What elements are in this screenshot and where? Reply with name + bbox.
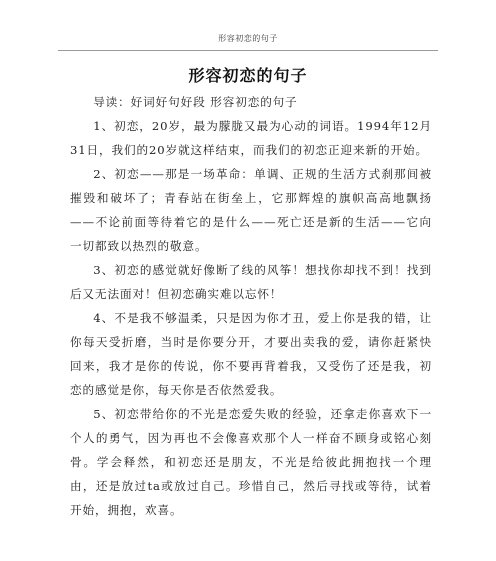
paragraph-1: 1、初恋，20岁，最为朦胧又最为心动的词语。1994年12月31日，我们的20岁就这样结束，而我们的初恋正迎来新的开始。 [70,119,432,157]
paragraph-4: 4、不是我不够温柔，只是因为你才丑，爱上你是我的错，让你每天受折磨，当时是你要分开，才要出卖我的爱，请你赶紧快回来，我才是你的传说，你不要再背着我，又受伤了还是我，初恋的感觉是你，每天你是否依然爱我。 [70,311,432,397]
paragraph-3: 3、初恋的感觉就好像断了线的风筝！想找你却找不到！找到后又无法面对！但初恋确实难以忘怀！ [70,263,432,301]
paragraph-5: 5、初恋带给你的不光是恋爱失败的经验，还拿走你喜欢下一个人的勇气，因为再也不会像喜欢那个人一样奋不顾身或铭心刻骨。学会释然，和初恋还是朋友，不光是给彼此拥抱找一个理由，还是放过ta或放过自己。珍惜自己，然后寻找或等待，试着开始，拥抱，欢喜。 [70,407,432,517]
document-body [70,90,432,522]
running-header: 形容初恋的句子 [218,34,278,43]
intro-paragraph: 导读：好词好句好段 形容初恋的句子 [93,95,298,109]
paragraph-2: 2、初恋——那是一场革命：单调、正规的生活方式刹那间被摧毁和破坏了；青春站在街垒上，它那辉煌的旗帜高高地飘扬——不论前面等待着它的是什么——死亡还是新的生活——它向一切都致以热烈的敬意。 [70,167,432,253]
header-divider [58,50,438,51]
page-title: 形容初恋的句子 [188,66,308,85]
